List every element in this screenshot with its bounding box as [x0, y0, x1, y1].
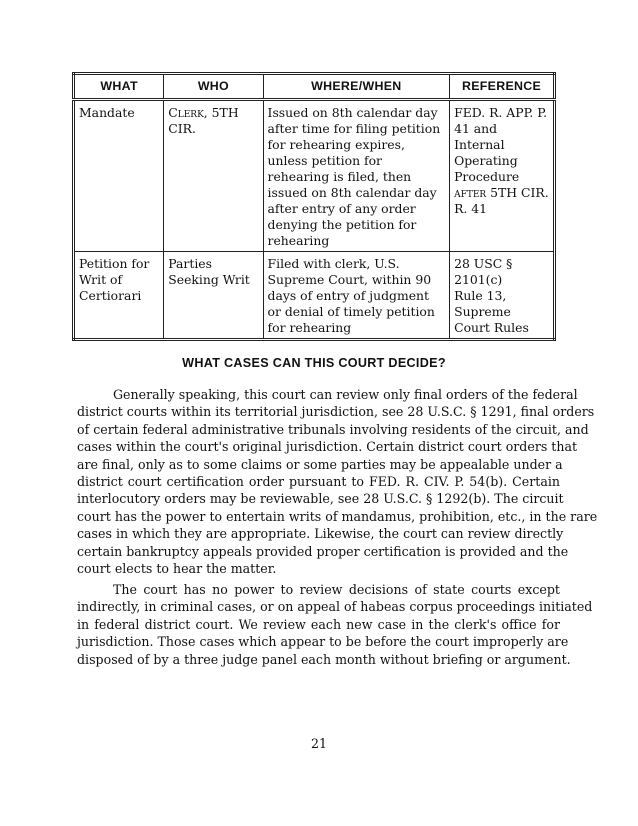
cell-where-when	[263, 100, 450, 252]
table-row	[74, 252, 555, 340]
cell-line: denying the petition for	[267, 217, 417, 232]
paragraph-line: disposed of by a three judge panel each month without briefing or argument.	[77, 651, 571, 667]
cell-reference	[450, 100, 555, 252]
paragraph-line: district courts within its territorial jurisdiction, see 28 U.S.C. § 1291, final orders	[77, 404, 595, 420]
cell-line: 28 USC §	[454, 256, 513, 271]
cell-line: Parties	[168, 256, 212, 271]
paragraph-line: in federal district court. We review each new case in the clerk's office for	[77, 616, 560, 632]
header-who: WHO	[164, 74, 263, 100]
cell-line: Clerk, 5TH	[168, 105, 239, 120]
cell-line: days of entry of judgment	[267, 288, 430, 303]
paragraph-line: indirectly, in criminal cases, or on appeal of habeas corpus proceedings initiated	[77, 599, 593, 615]
cell-line: CIR.	[168, 121, 196, 136]
cell-line: Supreme	[454, 304, 511, 319]
section-heading: WHAT CASES CAN THIS COURT DECIDE?	[182, 356, 446, 370]
cell-line: Supreme Court, within 90	[267, 272, 432, 287]
cell-line: Rule 13,	[454, 288, 507, 303]
header-where-when: WHERE/WHEN	[263, 74, 450, 100]
cell-line: 2101(c)	[454, 272, 503, 287]
paragraph-line: jurisdiction. Those cases which appear to be before the court improperly are	[77, 634, 569, 650]
cell-who	[164, 252, 263, 340]
paragraph-line: The court has no power to review decisions of state courts except	[113, 582, 560, 597]
cell-line: Issued on 8th calendar day	[267, 105, 438, 120]
cell-line: Petition for	[79, 256, 150, 271]
paragraph-line: district court certification order pursuant to FED. R. CIV. P. 54(b). Certain	[77, 474, 560, 490]
deadlines-table	[72, 72, 556, 341]
cell-line: Seeking Writ	[168, 272, 250, 287]
paragraph-line: court elects to hear the matter.	[77, 561, 277, 577]
cell-line: Internal	[454, 137, 505, 152]
cell-line: 41 and	[454, 121, 498, 136]
cell-who	[164, 100, 263, 252]
cell-line: rehearing is filed, then	[267, 169, 412, 184]
cell-line: after entry of any order	[267, 201, 416, 216]
cell-line: Operating	[454, 153, 518, 168]
cell-line: Mandate	[79, 105, 135, 120]
table-row	[74, 100, 555, 252]
paragraph-line: are final, only as to some claims or some parties may be appealable under a	[77, 456, 563, 472]
paragraph-2	[77, 581, 593, 668]
paragraph-line: cases in which they are appropriate. Likewise, the court can review directly	[77, 526, 564, 542]
cell-line: unless petition for	[267, 153, 382, 168]
paragraph-line: certain bankruptcy appeals provided proper certification is provided and the	[77, 543, 569, 559]
paragraph-line: cases within the court's original jurisdiction. Certain district court orders that	[77, 439, 578, 455]
cell-where-when	[263, 252, 450, 340]
cell-line: Court Rules	[454, 320, 529, 335]
cell-line: for rehearing expires,	[267, 137, 405, 152]
cell-line: after time for filing petition	[267, 121, 441, 136]
cell-what	[74, 100, 164, 252]
paragraph-line: of certain federal administrative tribunals involving residents of the circuit, and	[77, 421, 589, 437]
cell-line: FED. R. APP. P.	[454, 105, 548, 120]
header-what: WHAT	[74, 74, 164, 100]
cell-line: for rehearing	[267, 320, 352, 335]
cell-reference	[450, 252, 555, 340]
page-number: 21	[310, 736, 328, 751]
cell-what	[74, 252, 164, 340]
cell-line: issued on 8th calendar day	[267, 185, 437, 200]
table-header-row	[74, 74, 555, 100]
cell-line: Filed with clerk, U.S.	[267, 256, 400, 271]
paragraph-line: court has the power to entertain writs of mandamus, prohibition, etc., in the rare	[77, 508, 598, 524]
cell-line: Certiorari	[79, 288, 142, 303]
paragraph-line: Generally speaking, this court can review only final orders of the federal	[113, 387, 578, 402]
cell-line: after 5TH CIR.	[454, 185, 549, 200]
header-reference: REFERENCE	[450, 74, 555, 100]
cell-line: Procedure	[454, 169, 520, 184]
paragraph-line: interlocutory orders may be reviewable, see 28 U.S.C. § 1292(b). The circuit	[77, 491, 564, 507]
cell-line: R. 41	[454, 201, 488, 216]
paragraph-1	[77, 386, 598, 577]
cell-line: Writ of	[79, 272, 123, 287]
cell-line: rehearing	[267, 233, 330, 248]
cell-line: or denial of timely petition	[267, 304, 435, 319]
